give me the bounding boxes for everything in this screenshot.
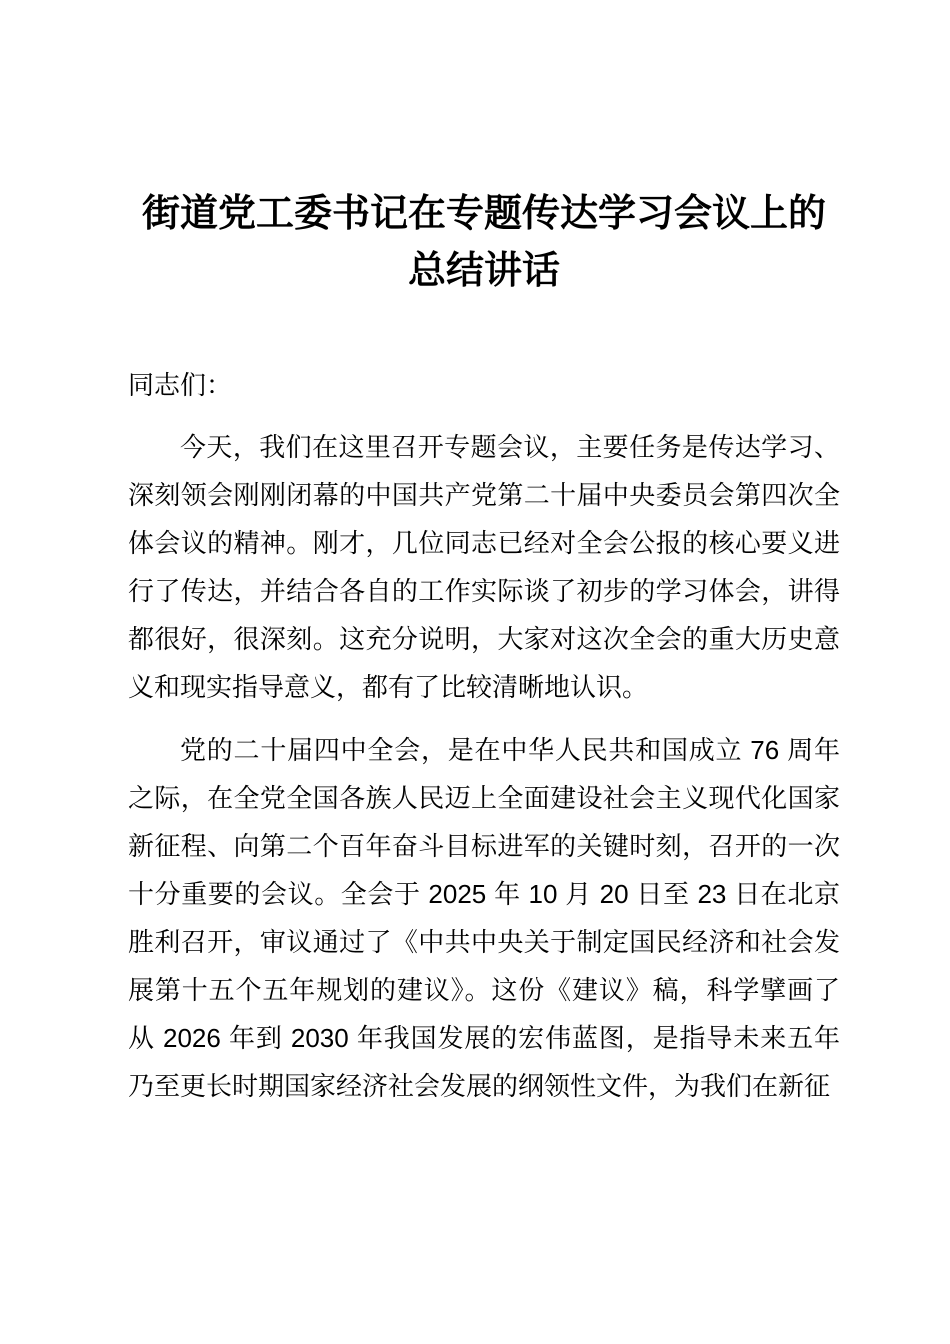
salutation: 同志们： bbox=[128, 370, 233, 400]
paragraph-2: 党的二十届四中全会，是在中华人民共和国成立 76 周年之际，在全党全国各族人民迈上全面建设社会主义现代化国家新征程、向第二个百年奋斗目标进军的关键时刻，召开的一次十分重要的会议。全会于 2025 年 10 月 20 日至 23 日在北京胜利召开，审议通过了《中共中央关于制定国民经济和社会发展第十五个五年规划的建议》。这份《建议》稿，科学擘画了从 2026 年到 2030 年我国发展的宏伟蓝图，是指导未来五年乃至更长时期国家经济社会发展的纲领性文件，为我们在新征 bbox=[128, 735, 840, 1101]
paragraph-1: 今天，我们在这里召开专题会议，主要任务是传达学习、深刻领会刚刚闭幕的中国共产党第二十届中央委员会第四次全体会议的精神。刚才，几位同志已经对全会公报的核心要义进行了传达，并结合各自的工作实际谈了初步的学习体会，讲得都很好，很深刻。这充分说明，大家对这次全会的重大历史意义和现实指导意义，都有了比较清晰地认识。 bbox=[128, 432, 840, 702]
document-body bbox=[128, 361, 840, 1110]
page-title: 街道党工委书记在专题传达学习会议上的总结讲话 bbox=[141, 193, 826, 292]
